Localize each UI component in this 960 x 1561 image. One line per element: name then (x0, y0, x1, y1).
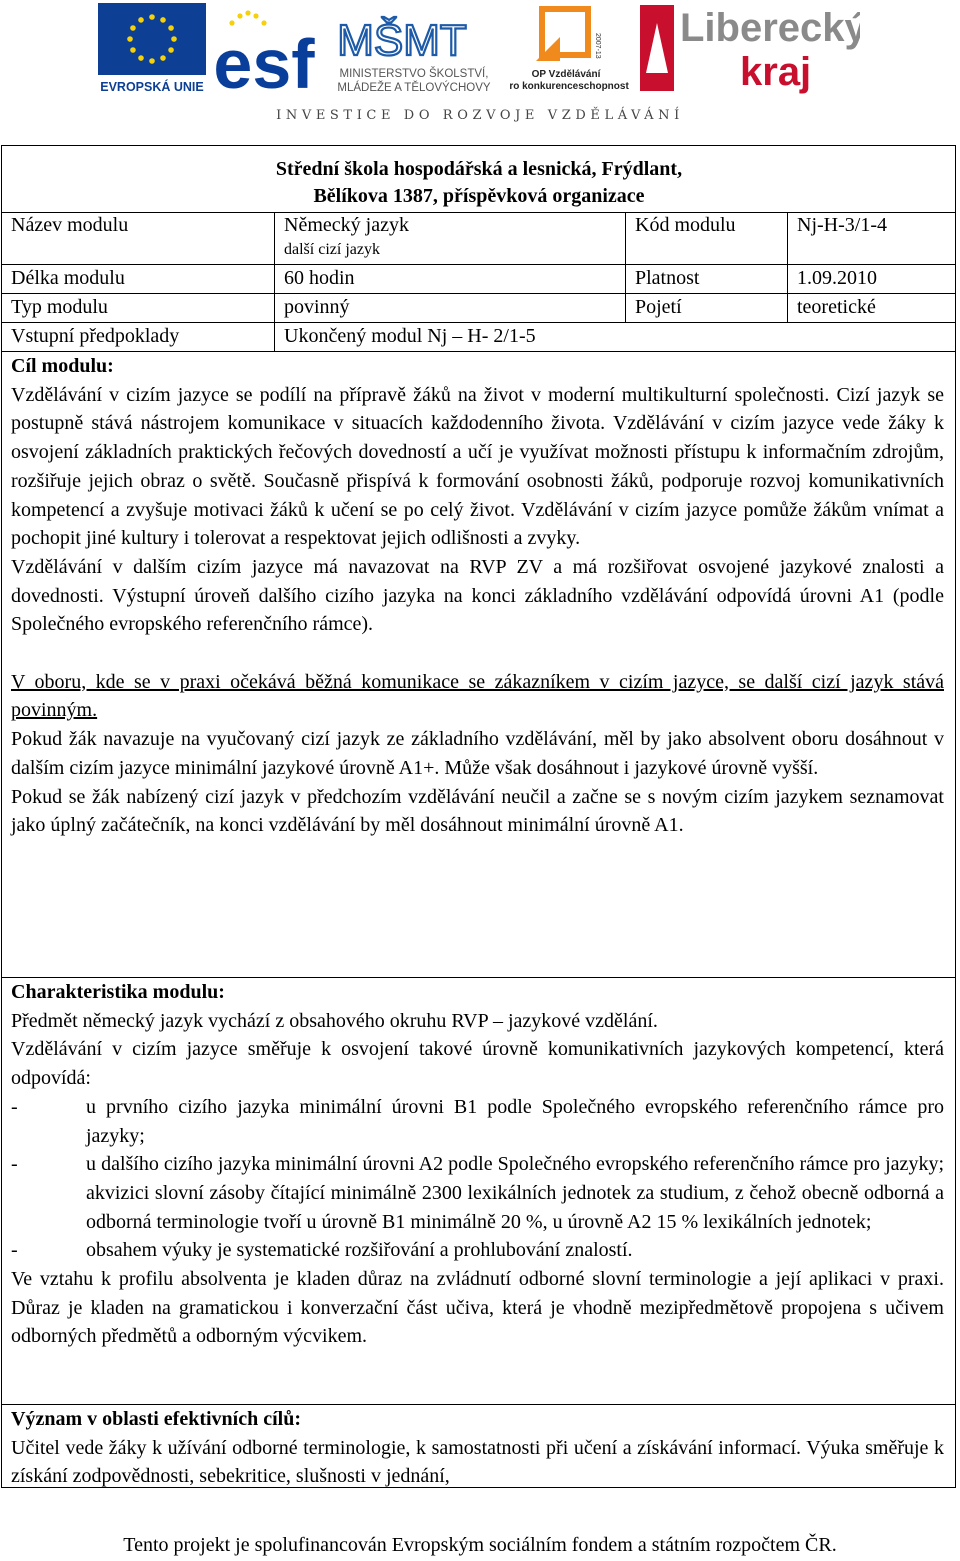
lk-line2: kraj (740, 50, 812, 94)
eu-star (130, 47, 136, 53)
eu-caption: EVROPSKÁ UNIE (100, 80, 204, 94)
eu-star (127, 36, 133, 42)
significance-section (11, 1405, 944, 1491)
row-divider (1, 293, 956, 294)
op-line2: pro konkurenceschopnost (510, 81, 629, 92)
list-bullet: - (11, 1239, 18, 1262)
col-divider (274, 212, 275, 352)
list-item (11, 1150, 944, 1236)
eu-star (149, 14, 155, 20)
msmt-logo (322, 3, 506, 95)
prerequisites-value: Ukončený modul Nj – H- 2/1-5 (284, 325, 536, 347)
eu-flag-icon (98, 3, 206, 95)
list-item (11, 1236, 944, 1265)
goal-heading: Cíl modulu: (11, 355, 114, 377)
characteristics-heading: Charakteristika modulu: (11, 981, 225, 1003)
msmt-line1: MINISTERSTVO ŠKOLSTVÍ, (339, 68, 489, 80)
msmt-line2: MLÁDEŽE A TĚLOVÝCHOVY (337, 82, 491, 94)
significance-heading: Význam v oblasti efektivních cílů: (11, 1408, 301, 1430)
lk-line1: Liberecký (680, 6, 860, 50)
col-divider (625, 212, 626, 322)
eu-star (168, 47, 174, 53)
significance-paragraph: Učitel vede žáky k užívání odborné terminologie, k samostatnosti při učení a získávání informací. Výuka směřuje k získání zodpovědnosti, sebekritice, slušnosti v jednání, (11, 1436, 944, 1488)
module-length-value: 60 hodin (284, 267, 355, 289)
eu-star (160, 55, 166, 61)
list-bullet: - (11, 1095, 18, 1118)
msmt-mark: MŠMT (337, 16, 467, 65)
op-vk-logo (510, 3, 630, 95)
module-name-subvalue: další cizí jazyk (284, 241, 380, 258)
list-item-text: u prvního cizího jazyka minimální úrovni B1 podle Společného evropského referenčního rámce pro jazyky; (86, 1095, 944, 1147)
school-name: Střední škola hospodářská a lesnická, Frýdlant, (275, 158, 683, 180)
characteristics-section (11, 978, 944, 1351)
eu-star (149, 58, 155, 64)
module-type-value: povinný (284, 296, 350, 318)
goal-paragraph: Vzdělávání v cizím jazyce se podílí na přípravě žáků na život v moderní multikulturní společnosti. Cizí jazyk se postupně stává nástrojem komunikace v situacích každodenního života. Vzdělávání v cizím jazyce vede žáky k osvojení základních praktických řečových dovedností a učí je využívat možnosti přístupu k informačním zdrojům, rozšiřuje jejich obraz o světě. Současně přispívá k formování osobnosti žáků, podporuje rozvoj komunikativních kompetencí a zvyšuje motivaci žáků k učení se po celý život. Vzdělávání v cizím jazyce pomůže žákům vnímat a pochopit jiné kultury i tolerovat a respektovat jejich odlišnosti a zvyky. (11, 383, 944, 550)
goal-section (11, 352, 944, 840)
eu-star (138, 55, 144, 61)
list-item-text: obsahem výuky je systematické rozšiřování a prohlubování znalostí. (86, 1239, 633, 1262)
esf-logo (212, 3, 316, 95)
liberecky-kraj-logo (640, 3, 860, 95)
list-bullet: - (11, 1153, 18, 1176)
op-side: 2007-13 (594, 33, 601, 59)
prerequisites-label: Vstupní předpoklady (11, 325, 180, 347)
module-type-label: Typ modulu (11, 296, 108, 318)
liberecky-kraj-emblem-icon (640, 3, 860, 95)
goal-paragraph-underlined: V oboru, kde se v praxi očekává běžná komunikace se zákazníkem v cizím jazyce, se další cizí jazyk stává povinným. (11, 670, 944, 722)
op-line1: OP Vzdělávání (531, 69, 601, 80)
characteristics-paragraph: Vzdělávání v cizím jazyce směřuje k osvojení takové úrovně komunikativních jazykových kompetencí, která odpovídá: (11, 1038, 944, 1090)
investice-tagline: INVESTICE DO ROZVOJE VZDĚLÁVÁNÍ (276, 108, 684, 123)
eu-star (160, 17, 166, 23)
footer-funding-note: Tento projekt je spolufinancován Evropským sociálním fondem a státním rozpočtem ČR. (123, 1534, 837, 1556)
goal-paragraph: Pokud žák navazuje na vyučovaný cizí jazyk ze základního vzdělávání, měl by jako absolvent oboru dosáhnout v dalším cizím jazyce minimální jazykové úrovně A1+. Může však dosáhnout i jazykové úrovně vyšší. (11, 728, 944, 779)
validity-value: 1.09.2010 (797, 267, 877, 289)
goal-paragraph: Pokud se žák nabízený cizí jazyk v předchozím vzdělávání neučil a začne se s novým cizím jazykem seznamovat jako úplný začátečník, na konci vzdělávání by měl dosáhnout minimální úrovně A1. (11, 785, 944, 837)
school-address: Bělíkova 1387, příspěvková organizace (313, 185, 645, 207)
col-divider (787, 212, 788, 322)
op-emblem-icon (510, 3, 630, 95)
eu-star (171, 36, 177, 42)
module-name-value: Německý jazyk (284, 214, 409, 236)
logo-bar (0, 0, 960, 140)
eu-star (138, 17, 144, 23)
module-length-label: Délka modulu (11, 267, 125, 289)
module-name-label: Název modulu (11, 214, 129, 236)
characteristics-paragraph: Předmět německý jazyk vychází z obsahového okruhu RVP – jazykové vzdělání. (11, 1009, 658, 1032)
msmt-emblem-icon (322, 3, 506, 95)
validity-label: Platnost (635, 267, 700, 289)
eu-logo (98, 3, 206, 95)
blank-line (11, 639, 944, 668)
module-code-value: Nj-H-3/1-4 (797, 214, 887, 236)
row-divider (1, 264, 956, 265)
list-item-text: u dalšího cizího jazyka minimální úrovni A2 podle Společného evropského referenčního rámce pro jazyky; akvizici slovní zásoby čítající minimálně 2300 lexikálních jednotek za studium, z čehož obecně odborná a odborná terminologie tvoří u úrovně B1 minimálně 20 %, u úrovně A2 15 % lexikálních jednotek; (86, 1153, 944, 1233)
goal-paragraph: Vzdělávání v dalším cizím jazyce má navazovat na RVP ZV a má rozšiřovat osvojené jazykové znalosti a dovednosti. Výstupní úroveň dalšího cizího jazyka na konci základního vzdělávání odpovídá úrovni A1 (podle Společného evropského referenčního rámce). (11, 555, 944, 636)
concept-value: teoretické (797, 296, 876, 318)
concept-label: Pojetí (635, 296, 682, 318)
eu-star (130, 25, 136, 31)
esf-logo-icon (212, 3, 316, 95)
eu-star (168, 25, 174, 31)
row-divider (1, 322, 956, 323)
esf-text: esf (213, 25, 315, 95)
characteristics-paragraph: Ve vztahu k profilu absolventa je kladen důraz na zvládnutí odborné slovní terminologie a její aplikaci v praxi. Důraz je kladen na gramatickou i konverzační část učiva, která je vhodně mezipředmětově propojena s učivem odborných předmětů a odborným výcvikem. (11, 1268, 944, 1348)
list-item (11, 1093, 944, 1150)
module-code-label: Kód modulu (635, 214, 736, 236)
